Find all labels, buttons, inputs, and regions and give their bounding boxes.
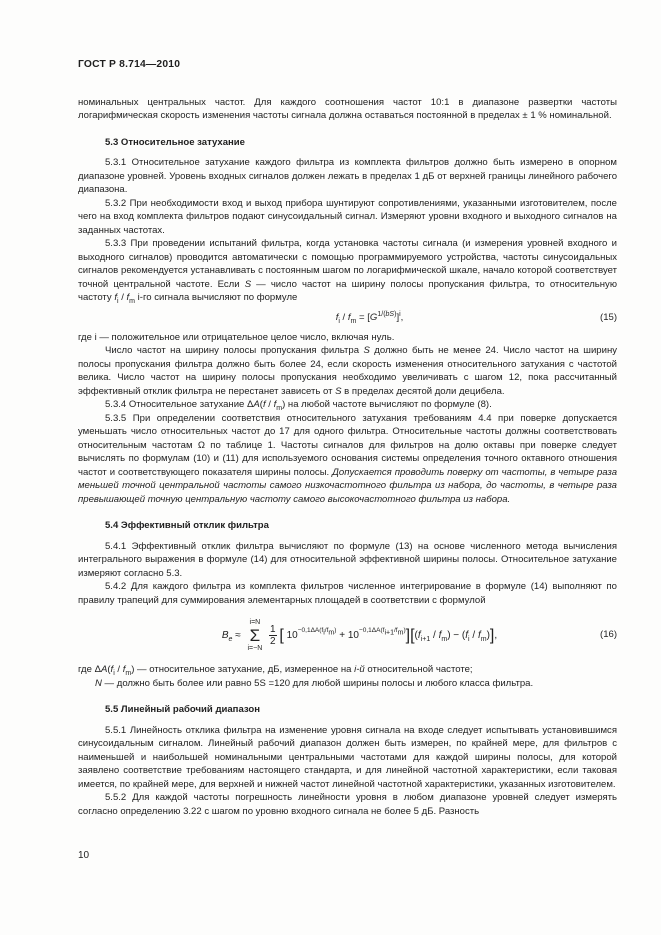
summation-sign: i=N Σ i=−N: [247, 618, 263, 652]
formula-16-number: (16): [600, 629, 617, 641]
para-5-4-2: 5.4.2 Для каждого фильтра из комплекта фильтров численное интегрирование в формуле (14) выполняют по правилу трапеций для суммирования элементарных площадей в соответствии с формулой: [78, 581, 617, 606]
para-5-3-5: 5.3.5 При определении соответствия относительного затухания требованиям 4.4 при поверке допускается уменьшать число относительных частот до 17 для одного фильтра. Относительные частоты должны соответствовать относительным частотам Ω по таблице 1. Частоты сигналов для фильтров на долю октавы при поверке следует вычислять по формулам (10) и (11) для используемого основания системы определения точного октавного отношения частот и соответствующего показателя ширины полосы. Допускается проводить поверку от частоты, в четырe раза меньшей точной центральной частоты самого низкочастотного фильтра из набора, до частоты, в четыре раза превышающей точную центральную частоту самого высокочастотного фильтра из набора.: [78, 412, 617, 505]
intro-paragraph: номинальных центральных частот. Для каждого соотношения частот 10:1 в диапазоне развертки частоты логарифмическая скорость изменения частоты сигнала должна оставаться постоянной в пределах ± 1 % номинальной.: [78, 96, 617, 121]
formula-16: [78, 608, 617, 662]
section-5-5-title: 5.5 Линейный рабочий диапазон: [105, 704, 260, 715]
formula-15-number: (15): [600, 311, 617, 323]
para-where-n: N — должно быть более или равно 5S =120 для любой ширины полосы и любого класса фильтра.: [95, 677, 534, 689]
para-5-3-1: 5.3.1 Относительное затухание каждого фильтра из комплекта фильтров должно быть измерено в опорном диапазоне уровней. Уровень входных сигналов должен лежать в пределах 1 дБ от верхней границы линейного рабочего диапазона.: [78, 157, 617, 195]
section-5-3-title: 5.3 Относительное затухание: [105, 136, 245, 148]
para-where-i: где i — положительное или отрицательное целое число, включая нуль.: [78, 331, 395, 343]
formula-16-expression: $B_e \approx i=N$ Σ i=−N $\frac{1}{2}$ [ $10^{-0,1\Delta A(f_i/f_m)} + 10^{-0,1\Delta A(f_{i+1}/f_m)}][(f_{i+1} / f_m) - (f_i / f_m)]$,: [221, 618, 498, 652]
document-header: ГОСТ Р 8.714—2010: [78, 59, 181, 70]
section-5-4-title: 5.4 Эффективный отклик фильтра: [105, 520, 269, 531]
page-number: 10: [78, 850, 90, 861]
para-5-3-3: 5.3.3 При проведении испытаний фильтра, когда установка частоты сигнала (и измерения уровней входного и выходного сигналов) проводится автоматически с помощью программируемого устройства, частоты синусоидальных сигналов рекомендуется устанавливать с постоянным шагом по логарифмической шкале, начало которой соответствует точной центральной частоте. Если S — число частот на ширину полосы пропускания фильтра, то относительную частоту $f_i / f_m$ i-го сигнала вычисляют по формуле: [78, 238, 617, 305]
formula-15-expression: $f_i / f_m = [G^{1/(bS)}]^i$,: [335, 310, 404, 325]
para-5-3-2: 5.3.2 При необходимости вход и выход прибора шунтируют сопротивлениями, указанными изготовителем, после чего на вход комплекта фильтров подают синусоидальный сигнал. Измеряют уровни входного и выходного сигналов на заданных частотах.: [78, 197, 617, 236]
para-5-5-1: 5.5.1 Линейность отклика фильтра на изменение уровня сигнала на входе следует испытывать установившимся синусоидальным сигналом. Линейный рабочий диапазон должен быть измерен, по крайней мере, для фильтров с наименьшей и наибольшей номинальными центральными частотами для каждой ширины полосы, для которой заявлено соответствие требованиям настоящего стандарта, и для линейной частотной характеристики, если таковая имеется, по крайней мере, для верхней и нижней частот линейной частотной характеристики, указанных изготовителем.: [78, 724, 617, 790]
para-5-5-2: 5.5.2 Для каждой частоты погрешность линейности уровня в любом диапазоне уровней следует измерять согласно определению 3.22 с шагом по уровню входного сигнала не более 5 дБ. Разность: [78, 792, 617, 817]
para-where-attenuation: где $\Delta A(f_i / f_m)$ — относительное затухание, дБ, измеренное на i-й относительной частоте;: [78, 664, 473, 677]
para-5-4-1: 5.4.1 Эффективный отклик фильтра вычисляют по формуле (13) на основе численного метода вычисления интегрального выражения в формуле (14) для относительной эффективной ширины полосы. Относительное затухание измеряют согласно 5.3.: [78, 540, 617, 579]
para-5-3-4: 5.3.4 Относительное затухание $\Delta A(f / f_m)$ на любой частоте вычисляют по формуле (8).: [105, 399, 492, 412]
para-frequency-count: Число частот на ширину полосы пропускания фильтра S должно быть не менее 24. Число частот на ширину полосы пропускания фильтра должно быть более 24, если скорость изменения относительного затухания с частотой велика. Число частот на ширину полосы пропускания необходимо увеличивать с шагом 12, пока рассчитанный эффективный отклик фильтра не перестанет зависеть от S в пределах десятой доли децибела.: [78, 345, 617, 397]
formula-15: [78, 306, 617, 330]
